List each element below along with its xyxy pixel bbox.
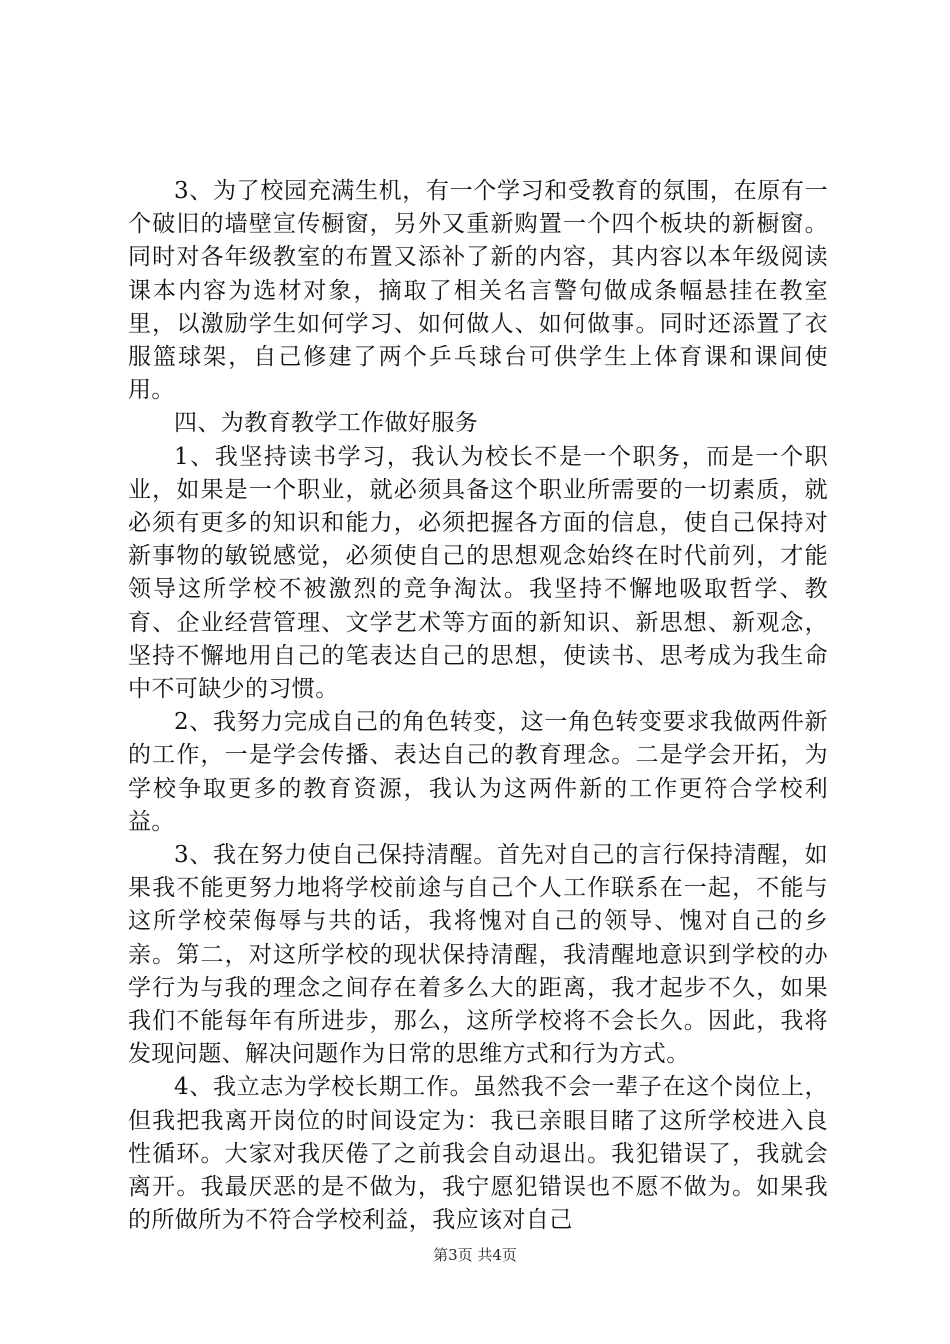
paragraph-3-campus-atmosphere: 3、为了校园充满生机，有一个学习和受教育的氛围，在原有一个破旧的墙壁宣传橱窗，另外又重新购置一个四个板块的新橱窗。同时对各年级教室的布置又添补了新的内容，其内容以本年级阅读课本内容为选材对象，摘取了相关名言警句做成条幅悬挂在教室里，以激励学生如何学习、如何做人、如何做事。同时还添置了衣服篮球架，自己修建了两个乒乓球台可供学生上体育课和课间使用。 — [128, 178, 828, 404]
paragraph-2-role-change: 2、我努力完成自己的角色转变，这一角色转变要求我做两件新的工作，一是学会传播、表达自己的教育理念。二是学会开拓，为学校争取更多的教育资源，我认为这两件新的工作更符合学校利益。 — [128, 709, 828, 835]
paragraph-1-reading-study: 1、我坚持读书学习，我认为校长不是一个职务，而是一个职业，如果是一个职业，就必须具备这个职业所需要的一切素质，就必须有更多的知识和能力，必须把握各方面的信息，使自己保持对新事物的敏锐感觉，必须使自己的思想观念始终在时代前列，才能领导这所学校不被激烈的竞争淘汰。我坚持不懈地吸取哲学、教育、企业经营管理、文学艺术等方面的新知识、新思想、新观念，坚持不懈地用自己的笔表达自己的思想，使读书、思考成为我生命中不可缺少的习惯。 — [128, 443, 828, 703]
paragraph-3-stay-clear: 3、我在努力使自己保持清醒。首先对自己的言行保持清醒，如果我不能更努力地将学校前途与自己个人工作联系在一起，不能与这所学校荣侮辱与共的话，我将愧对自己的领导、愧对自己的乡亲。第二，对这所学校的现状保持清醒，我清醒地意识到学校的办学行为与我的理念之间存在着多么大的距离，我才起步不久，如果我们不能每年有所进步，那么，这所学校将不会长久。因此，我将发现问题、解决问题作为日常的思维方式和行为方式。 — [128, 842, 828, 1068]
paragraph-4-long-term-work: 4、我立志为学校长期工作。虽然我不会一辈子在这个岗位上，但我把我离开岗位的时间设定为：我已亲眼目睹了这所学校进入良性循环。大家对我厌倦了之前我会自动退出。我犯错误了，我就会离开。我最厌恶的是不做为，我宁愿犯错误也不愿不做为。如果我的所做所为不符合学校利益，我应该对自己 — [128, 1074, 828, 1234]
page-number-footer: 第3页 共4页 — [433, 1246, 517, 1264]
section-heading-four: 四、为教育教学工作做好服务 — [174, 410, 479, 437]
document-body — [128, 175, 828, 1238]
